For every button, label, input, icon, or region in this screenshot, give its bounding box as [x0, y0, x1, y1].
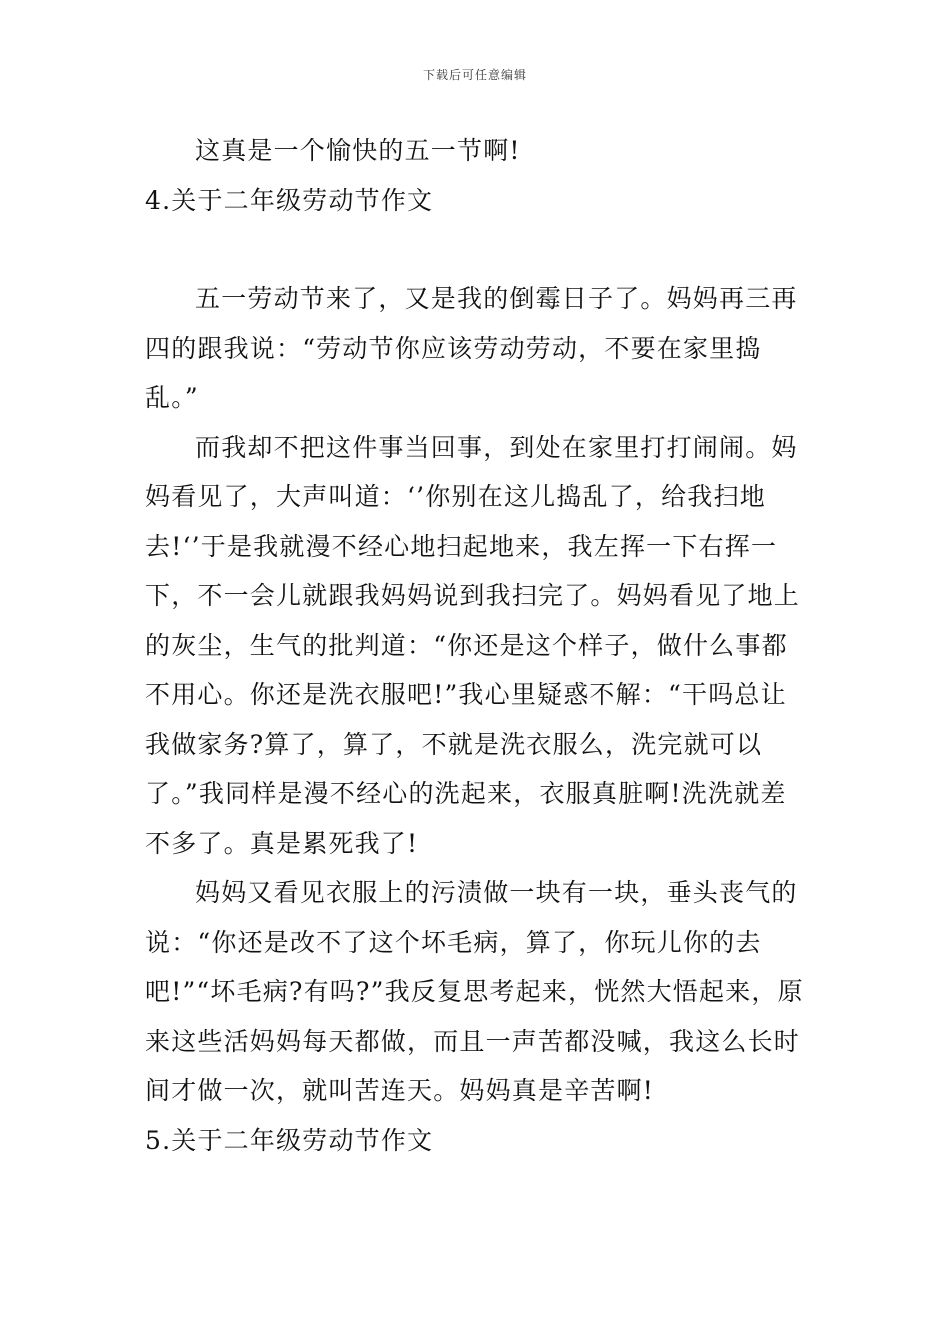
section-heading-4: 4.关于二年级劳动节作文: [145, 185, 434, 215]
section-heading-5: 5.关于二年级劳动节作文: [145, 1125, 434, 1155]
paragraph-3: 妈妈又看见衣服上的污渍做一块有一块，垂头丧气的说：“你还是改不了这个坏毛病，算了，你玩儿你的去吧!”“坏毛病?有吗?”我反复思考起来，恍然大悟起来，原来这些活妈妈每天都做，而且一声苦都没喊，我这么长时间才做一次，就叫苦连天。妈妈真是辛苦啊!: [145, 878, 804, 1105]
blank-line: [145, 225, 810, 274]
paragraph-1: 五一劳动节来了，又是我的倒霉日子了。妈妈再三再四的跟我说：“劳动节你应该劳动劳动，不要在家里捣乱。”: [145, 284, 798, 412]
header-note: 下载后可任意编辑: [422, 68, 527, 82]
closing-line: 这真是一个愉快的五一节啊!: [195, 136, 521, 165]
document-body: [145, 126, 810, 1165]
paragraph-2: 而我却不把这件事当回事，到处在家里打打闹闹。妈妈看见了，大声叫道：‘’你别在这儿捣乱了，给我扫地去!‘’于是我就漫不经心地扫起地来，我左挥一下右挥一下，不一会儿就跟我妈妈说到我扫完了。妈妈看见了地上的灰尘，生气的批判道：“你还是这个样子，做什么事都不用心。你还是洗衣服吧!”我心里疑惑不解：“干吗总让我做家务?算了，算了，不就是洗衣服么，洗完就可以了。”我同样是漫不经心的洗起来，衣服真脏啊!洗洗就差不多了。真是累死我了!: [145, 432, 801, 858]
